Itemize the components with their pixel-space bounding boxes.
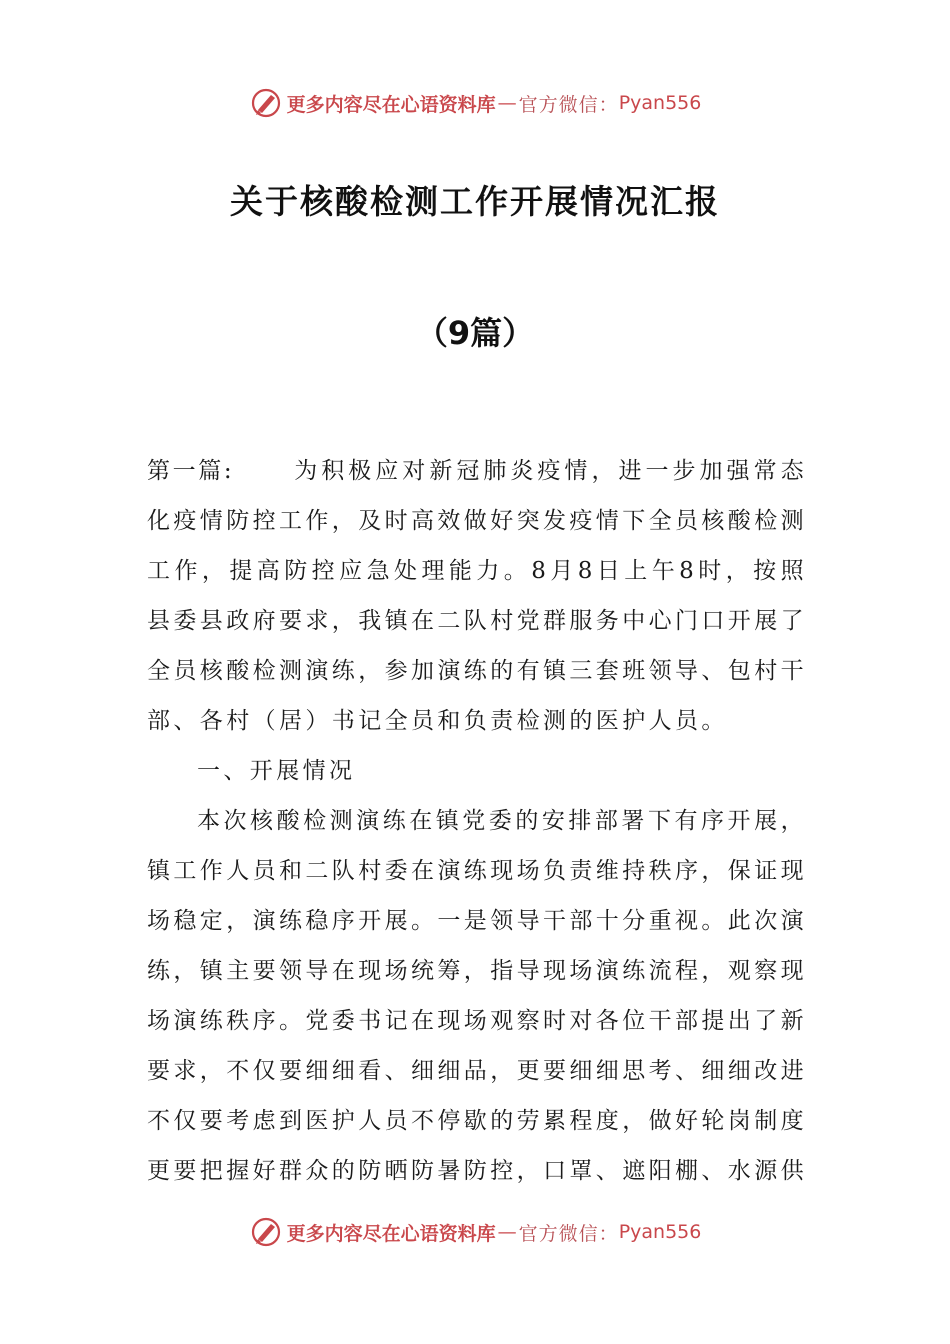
watermark-wechat-label: 官方微信：	[518, 93, 619, 116]
paragraph-2: 本次核酸检测演练在镇党委的安排部署下有序开展，镇工作人员和二队村委在演练现场负责维持秩序，保证现场稳定，演练稳序开展。一是领导干部十分重视。此次演练，镇主要领导在现场统筹，指导现场演练流程，观察现场演练秩序。党委书记在现场观察时对各位干部提出了新要求，不仅要细细看、细细品，更要细细思考、细细改进不仅要考虑到医护人员不停歇的劳累程度，做好轮岗制度更要把握好群众的防晒防暑防控，口罩、遮阳棚、水源供	[147, 808, 807, 1184]
watermark-handle: Pyan556	[618, 92, 702, 114]
pen-circle-icon	[249, 86, 283, 120]
section-lead-label: 第一篇:	[147, 458, 234, 484]
paragraph-1	[147, 446, 807, 746]
footer-watermark	[0, 1212, 950, 1252]
pen-circle-icon	[249, 1215, 283, 1249]
document-subtitle: （9篇）	[415, 314, 535, 352]
watermark-dash: —	[497, 92, 517, 114]
watermark-dash: —	[497, 1221, 517, 1243]
watermark-brand: 更多内容尽在心语资料库	[286, 93, 496, 116]
watermark-handle: Pyan556	[618, 1221, 702, 1243]
watermark-brand: 更多内容尽在心语资料库	[286, 1222, 496, 1245]
section-heading: 一、开展情况	[197, 758, 356, 784]
paragraph-1-text: 为积极应对新冠肺炎疫情，进一步加强常态化疫情防控工作，及时高效做好突发疫情下全员核酸检测工作，提高防控应急处理能力。8月8日上午8时，按照县委县政府要求，我镇在二队村党群服务中心门口开展了全员核酸检测演练，参加演练的有镇三套班领导、包村干部、各村（居）书记全员和负责检测的医护人员。	[147, 458, 807, 734]
document-title: 关于核酸检测工作开展情况汇报	[230, 182, 720, 221]
document-body	[147, 446, 807, 1196]
watermark-wechat-label: 官方微信：	[518, 1222, 619, 1245]
header-watermark	[0, 83, 950, 123]
